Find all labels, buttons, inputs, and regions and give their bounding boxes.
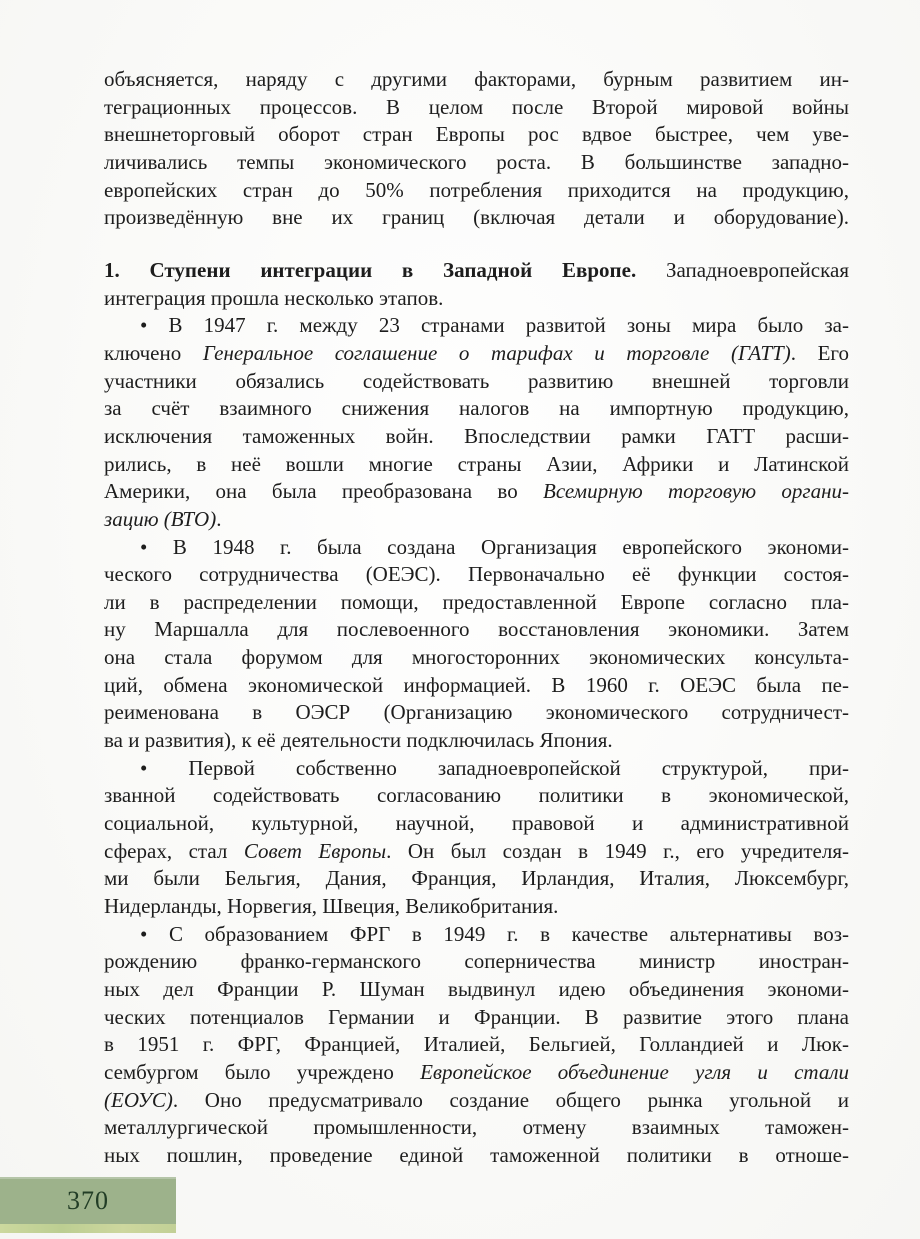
body-text: званной содействовать согласованию политики в экономической,: [104, 783, 849, 808]
text-line: [104, 451, 849, 479]
text-line: [104, 66, 849, 94]
body-text: реименована в ОЭСР (Организацию экономического сотрудничест-: [104, 700, 849, 725]
text-line: [104, 121, 849, 149]
body-text: интеграция прошла несколько этапов.: [104, 285, 444, 310]
text-line: [104, 204, 849, 232]
body-text: европейских стран до 50% потребления приходится на продукцию,: [104, 177, 849, 202]
body-text: Западноевропейская: [636, 257, 849, 282]
body-text: ций, обмена экономической информацией. В 1960 г. ОЕЭС была пе-: [104, 672, 849, 697]
body-text: • В 1948 г. была создана Организация европейского экономи-: [140, 534, 849, 559]
page-number-accent-strip: [0, 1224, 176, 1233]
body-text: ну Маршалла для послевоенного восстановления экономики. Затем: [104, 617, 849, 642]
body-text: социальной, культурной, научной, правовой и административной: [104, 811, 849, 836]
body-text: участники обязались содействовать развитию внешней торговли: [104, 368, 849, 393]
text-line: [104, 616, 849, 644]
body-text: теграционных процессов. В целом после Второй мировой войны: [104, 94, 849, 119]
italic-term: Всемирную торговую органи-: [543, 479, 849, 504]
italic-term: Европейское объединение угля и стали: [420, 1059, 850, 1084]
body-text: внешнеторговый оборот стран Европы рос вдвое быстрее, чем уве-: [104, 122, 849, 147]
text-line: [104, 506, 849, 534]
text-line: [104, 893, 849, 921]
body-text: • Первой собственно западноевропейской структурой, при-: [140, 755, 849, 780]
body-text: .: [216, 506, 222, 531]
text-line: [104, 312, 849, 340]
text-line: [104, 810, 849, 838]
paragraph: [104, 257, 849, 312]
text-line: [104, 177, 849, 205]
text-line: [104, 1004, 849, 1032]
body-text: . Его: [790, 340, 849, 365]
body-text: Нидерланды, Норвегия, Швеция, Великобритания.: [104, 894, 559, 919]
text-line: [104, 589, 849, 617]
body-text: ва и развития), к её деятельности подключилась Япония.: [104, 728, 613, 753]
text-line: [104, 921, 849, 949]
text-line: [104, 1031, 849, 1059]
body-text: . Он был создан в 1949 г., его учредителя-: [386, 838, 849, 863]
body-text: личивались темпы экономического роста. В большинстве западно-: [104, 149, 849, 174]
paragraph: [104, 66, 849, 232]
body-text: произведённую вне их границ (включая детали и оборудование).: [104, 205, 849, 230]
text-line: [104, 94, 849, 122]
text-line: [104, 285, 849, 313]
body-text: ли в распределении помощи, предоставленной Европе согласно пла-: [104, 589, 849, 614]
body-text: . Оно предусматривало создание общего рынка угольной и: [172, 1087, 849, 1112]
text-column: [104, 66, 849, 1170]
body-text: рождению франко-германского соперничества министр иностран-: [104, 949, 849, 974]
text-line: [104, 368, 849, 396]
text-line: [104, 1114, 849, 1142]
body-text: она стала форумом для многосторонних экономических консульта-: [104, 645, 849, 670]
body-text: ческих потенциалов Германии и Франции. В развитие этого плана: [104, 1004, 849, 1029]
text-line: [104, 672, 849, 700]
text-line: [104, 699, 849, 727]
text-line: [104, 1142, 849, 1170]
paragraph: [104, 534, 849, 755]
body-text: Америки, она была преобразована во: [104, 479, 544, 504]
body-text: за счёт взаимного снижения налогов на импортную продукцию,: [104, 396, 849, 421]
body-text: • В 1947 г. между 23 странами развитой зоны мира было за-: [140, 313, 849, 338]
page-number: 370: [67, 1185, 109, 1215]
body-text: сембургом было учреждено: [104, 1059, 421, 1084]
italic-term: (ЕОУС): [104, 1087, 173, 1112]
body-text: сферах, стал: [104, 838, 244, 863]
body-text: ми были Бельгия, Дания, Франция, Ирландия, Италия, Люксембург,: [104, 866, 849, 891]
body-text: ных дел Франции Р. Шуман выдвинул идею объединения экономи-: [104, 977, 849, 1001]
text-line: [104, 727, 849, 755]
paragraph: [104, 755, 849, 921]
text-line: [104, 1087, 849, 1115]
italic-term: зацию (ВТО): [104, 506, 217, 531]
italic-term: Совет Европы: [243, 838, 387, 863]
text-line: [104, 395, 849, 423]
body-text: ключено: [104, 340, 203, 365]
text-line: [104, 561, 849, 589]
body-text: ческого сотрудничества (ОЕЭС). Первоначально её функции состоя-: [104, 562, 849, 587]
italic-term: Генеральное соглашение о тарифах и торговле (ГАТТ): [202, 340, 791, 365]
text-line: [104, 755, 849, 783]
body-text: исключения таможенных войн. Впоследствии рамки ГАТТ расши-: [104, 423, 849, 448]
body-text: ных пошлин, проведение единой таможенной политики в отноше-: [104, 1142, 849, 1167]
body-text: металлургической промышленности, отмену взаимных таможен-: [104, 1115, 849, 1140]
body-text: • С образованием ФРГ в 1949 г. в качестве альтернативы воз-: [140, 921, 849, 946]
text-line: [104, 149, 849, 177]
body-text: рились, в неё вошли многие страны Азии, Африки и Латинской: [104, 451, 849, 476]
text-line: [104, 340, 849, 368]
page-number-box: [0, 1177, 176, 1224]
section-heading-text: 1. Ступени интеграции в Западной Европе.: [104, 257, 637, 282]
paragraph: [104, 312, 849, 533]
text-line: [104, 534, 849, 562]
text-line: [104, 838, 849, 866]
body-text: объясняется, наряду с другими факторами, бурным развитием ин-: [104, 67, 849, 91]
text-line: [104, 948, 849, 976]
paragraph: [104, 921, 849, 1170]
text-line: [104, 865, 849, 893]
text-line: [104, 478, 849, 506]
text-line: [104, 976, 849, 1004]
text-line: [104, 423, 849, 451]
text-line: [104, 257, 849, 285]
text-line: [104, 644, 849, 672]
text-line: [104, 782, 849, 810]
body-text: в 1951 г. ФРГ, Францией, Италией, Бельгией, Голландией и Люк-: [104, 1032, 849, 1057]
text-line: [104, 1059, 849, 1087]
